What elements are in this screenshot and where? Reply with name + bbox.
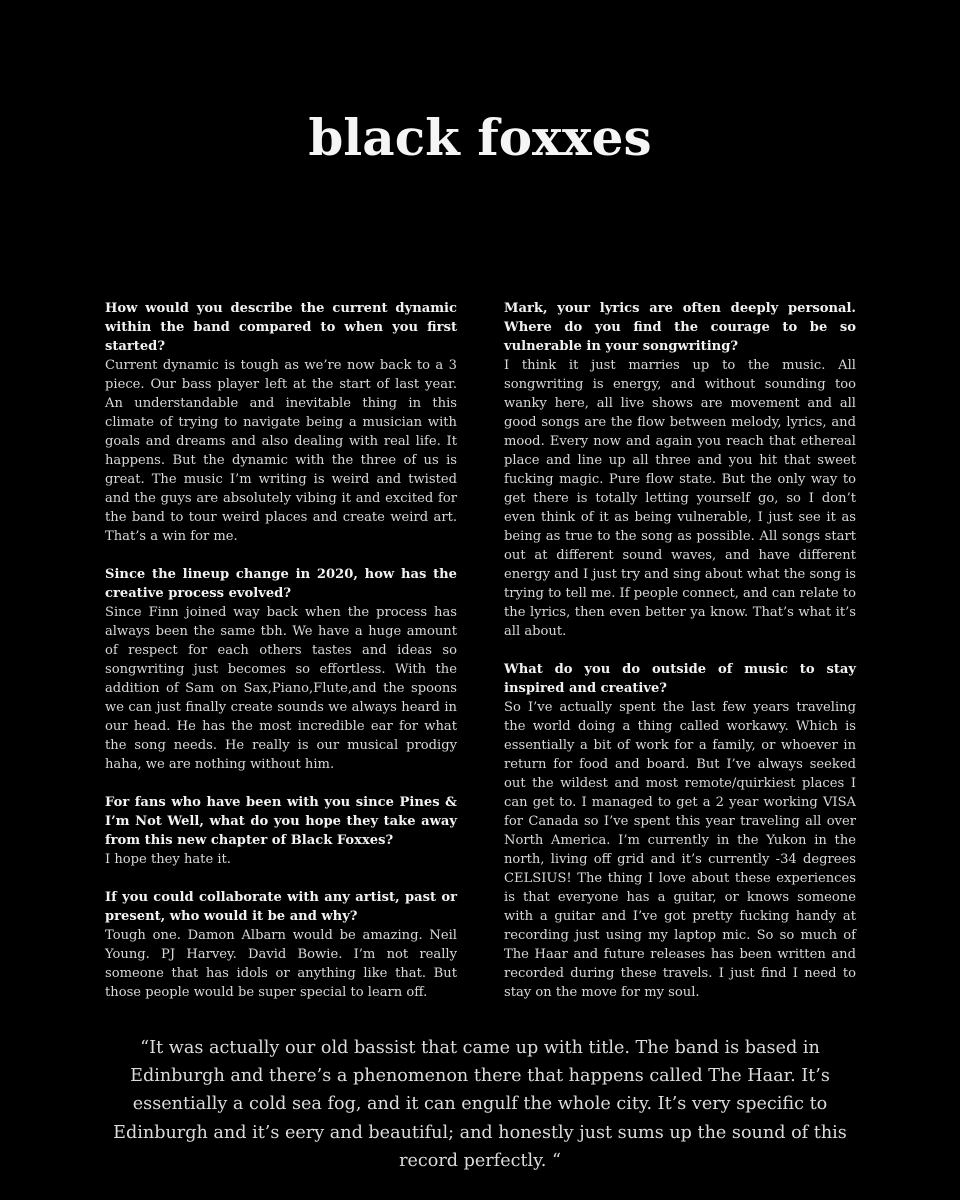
question: For fans who have been with you since Pines & I’m Not Well, what do you hope they take away from this new chapter of Black Foxxes? — [105, 795, 457, 848]
qa-item — [105, 888, 457, 1002]
answer: I think it just marries up to the music. All songwriting is energy, and without sounding too wanky here, all live shows are movement and all good songs are the flow between melody, lyrics, and mood. Every now and again you reach that ethereal place and line up all three and you hit that sweet fucking magic. Pure flow state. But the only way to get there is totally letting yourself go, so I don’t even think of it as being vulnerable, I just see it as being as true to the song as possible. All songs start out at different sound waves, and have different energy and I just try and sing about what the song is trying to tell me. If people connect, and can relate to the lyrics, then even better ya know. That’s what it’s all about. — [504, 358, 856, 639]
question: If you could collaborate with any artist, past or present, who would it be and why? — [105, 890, 457, 924]
left-column — [105, 299, 457, 1021]
question: How would you describe the current dynamic within the band compared to when you first started? — [105, 301, 457, 354]
question: Mark, your lyrics are often deeply personal. Where do you find the courage to be so vulnerable in your songwriting? — [504, 301, 856, 354]
qa-item — [105, 793, 457, 869]
pull-quote: “It was actually our old bassist that came up with title. The band is based in Edinburgh and there’s a phenomenon there that happens called The Haar. It’s essentially a cold sea fog, and it can engulf the whole city. It’s very specific to Edinburgh and it’s eery and beautiful; and honestly just sums up the sound of this record perfectly. “ — [113, 1038, 847, 1171]
qa-item — [504, 660, 856, 1002]
right-column — [504, 299, 856, 1021]
qa-item — [504, 299, 856, 641]
question: Since the lineup change in 2020, how has the creative process evolved? — [105, 567, 457, 601]
question: What do you do outside of music to stay inspired and creative? — [504, 662, 856, 696]
band-logo: black foxxes — [308, 108, 652, 167]
qa-item — [105, 565, 457, 774]
answer: Current dynamic is tough as we’re now back to a 3 piece. Our bass player left at the start of last year. An understandable and inevitable thing in this climate of trying to navigate being a musician with goals and dreams and also dealing with real life. It happens. But the dynamic with the three of us is great. The music I’m writing is weird and twisted and the guys are absolutely vibing it and excited for the band to tour weird places and create weird art. That’s a win for me. — [105, 358, 457, 544]
answer: Since Finn joined way back when the process has always been the same tbh. We have a huge amount of respect for each others tastes and ideas so songwriting just becomes so effortless. With the addition of Sam on Sax,Piano,Flute,and the spoons we can just finally create sounds we always heard in our head. He has the most incredible ear for what the song needs. He really is our musical prodigy haha, we are nothing without him. — [105, 605, 457, 772]
answer: Tough one. Damon Albarn would be amazing. Neil Young. PJ Harvey. David Bowie. I’m not really someone that has idols or anything like that. But those people would be super special to learn off. — [105, 928, 457, 1000]
answer: So I’ve actually spent the last few years traveling the world doing a thing called workawy. Which is essentially a bit of work for a family, or whoever in return for food and board. But I’ve always seeked out the wildest and most remote/quirkiest places I can get to. I managed to get a 2 year working VISA for Canada so I’ve spent this year traveling all over North America. I’m currently in the Yukon in the north, living off grid and it’s currently -34 degrees CELSIUS! The thing I love about these experiences is that everyone has a guitar, or knows someone with a guitar and I’ve got pretty fucking handy at recording just using my laptop mic. So so much of The Haar and future releases has been written and recorded during these travels. I just find I need to stay on the move for my soul. — [504, 700, 856, 1000]
answer: I hope they hate it. — [105, 852, 231, 867]
qa-item — [105, 299, 457, 546]
